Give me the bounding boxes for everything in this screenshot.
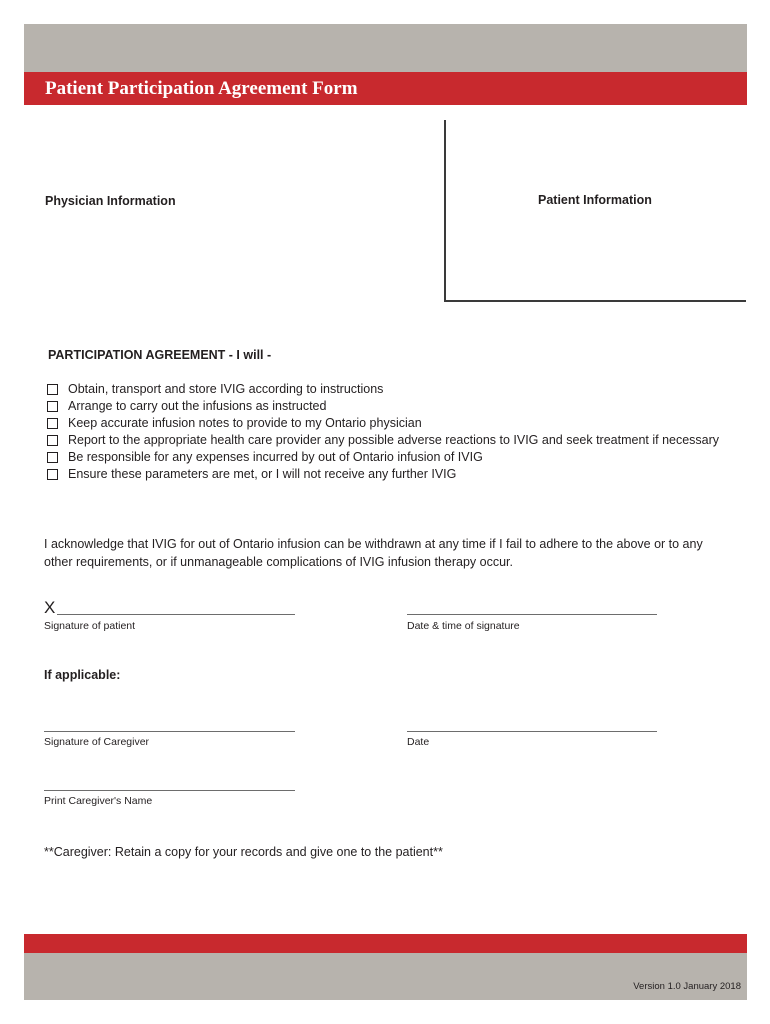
caregiver-date-line[interactable] bbox=[407, 731, 657, 732]
checklist-item-text: Arrange to carry out the infusions as instructed bbox=[68, 399, 327, 413]
acknowledgement-text: I acknowledge that IVIG for out of Ontario infusion can be withdrawn at any time if I fail to adhere to the above or to any other requirements, or if unmanageable complications of IVIG infusion therapy occur. bbox=[44, 537, 703, 569]
caregiver-signature-caption: Signature of Caregiver bbox=[44, 736, 150, 748]
header-gray-band bbox=[24, 24, 747, 72]
date-time-signature-line[interactable] bbox=[407, 614, 657, 615]
agreement-checklist bbox=[44, 381, 724, 483]
checkbox[interactable] bbox=[47, 435, 58, 446]
checkbox[interactable] bbox=[47, 384, 58, 395]
caregiver-name-line[interactable] bbox=[44, 790, 295, 791]
checklist-item-text: Ensure these parameters are met, or I will not receive any further IVIG bbox=[68, 467, 457, 481]
checklist-item[interactable] bbox=[44, 415, 724, 432]
checklist-item[interactable] bbox=[44, 449, 724, 466]
patient-box-vertical-rule bbox=[444, 120, 446, 302]
footer-red-band bbox=[24, 934, 747, 953]
checklist-item[interactable] bbox=[44, 381, 724, 398]
caregiver-signature-line[interactable] bbox=[44, 731, 295, 732]
checkbox[interactable] bbox=[47, 401, 58, 412]
participation-agreement-heading: PARTICIPATION AGREEMENT - I will - bbox=[48, 348, 272, 362]
if-applicable-label: If applicable: bbox=[44, 668, 121, 682]
footer-gray-band bbox=[24, 953, 747, 1000]
caregiver-name-caption: Print Caregiver's Name bbox=[44, 795, 153, 807]
patient-information-label: Patient Information bbox=[538, 193, 652, 207]
checkbox[interactable] bbox=[47, 469, 58, 480]
checklist-item[interactable] bbox=[44, 432, 724, 449]
checkbox[interactable] bbox=[47, 452, 58, 463]
checklist-item-text: Keep accurate infusion notes to provide to my Ontario physician bbox=[68, 416, 422, 430]
caregiver-note: **Caregiver: Retain a copy for your records and give one to the patient** bbox=[44, 845, 443, 859]
version-label: Version 1.0 January 2018 bbox=[633, 981, 741, 992]
physician-information-label: Physician Information bbox=[45, 194, 176, 208]
checklist-item[interactable] bbox=[44, 466, 724, 483]
checklist-item-text: Report to the appropriate health care provider any possible adverse reactions to IVIG and seek treatment if necessary bbox=[68, 433, 720, 447]
form-title: Patient Participation Agreement Form bbox=[45, 78, 358, 99]
signature-x-mark: X bbox=[44, 598, 56, 617]
date-time-caption: Date & time of signature bbox=[407, 620, 520, 632]
checkbox[interactable] bbox=[47, 418, 58, 429]
checklist-item-text: Be responsible for any expenses incurred by out of Ontario infusion of IVIG bbox=[68, 450, 483, 464]
patient-signature-caption: Signature of patient bbox=[44, 620, 136, 632]
caregiver-date-caption: Date bbox=[407, 736, 430, 748]
patient-signature-line[interactable] bbox=[57, 614, 295, 615]
patient-box-horizontal-rule bbox=[444, 300, 746, 302]
checklist-item-text: Obtain, transport and store IVIG according to instructions bbox=[68, 382, 384, 396]
checklist-item[interactable] bbox=[44, 398, 724, 415]
